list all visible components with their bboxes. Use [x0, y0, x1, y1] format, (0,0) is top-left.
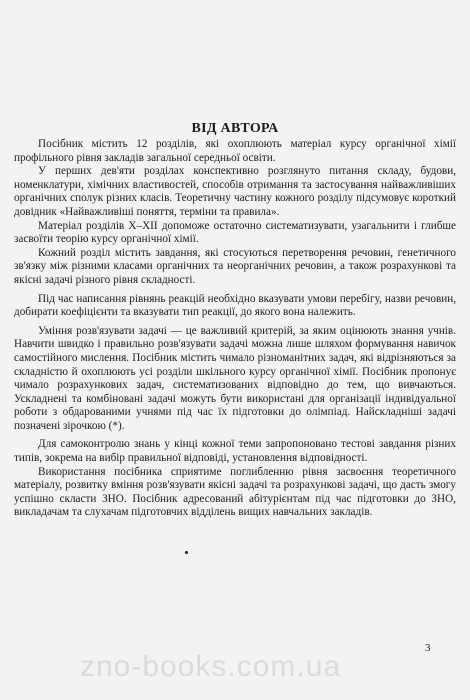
body-text: [14, 138, 456, 520]
paragraph: Для самоконтролю знань у кінці кожної теми запропоновано тестові завдання різних типів, зокрема на вибір правильної відповіді, установлення відповідності.: [14, 438, 456, 465]
paragraph: Посібник містить 12 розділів, які охоплюють матеріал курсу органічної хімії профільного рівня закладів загальної середньої освіти.: [14, 138, 456, 164]
paragraph: Кожний розділ містить завдання, які стосуються перетворення речовин, генетичного зв'язку між різними класами органічних та неорганічних речовин, а також розрахункові та якісні задачі різного рівня складності.: [14, 246, 456, 286]
stray-dot: [185, 551, 188, 554]
paragraph: Під час написання рівнянь реакцій необхідно вказувати умови перебігу, назви речовин, добирати коефіцієнти та вказувати тип реакції, до якого вона належить.: [14, 292, 456, 319]
paragraph: Використання посібника сприятиме поглибленню рівня засвоєння теоретичного матеріалу, розвитку вміння розв'язувати якісні задачі та розрахункові задачі, що дасть змогу успішно скласти ЗНО. Посібник адресований абітурієнтам під час підготовки до ЗНО, викладачам та слухачам підготовчих відділень вищих навчальних закладів.: [14, 465, 456, 519]
page-number: 3: [425, 642, 431, 654]
paragraph: У перших дев'яти розділах конспективно розглянуто питання складу, будови, номенклатури, хімічних властивостей, способів отримання та застосування найважливіших органічних сполук різних класів. Теоретичну частину кожного розділу підсумовує короткий довідник «Найважливіші поняття, терміни та правила».: [14, 165, 456, 218]
paragraph: Уміння розв'язувати задачі — це важливий критерій, за яким оцінюють знання учнів. Навчити швидко і правильно розв'язувати задачі можна лише шляхом формування навичок самостійного мислення. Посібник містить чимало різноманітних задач, які відрізняються за складністю й охоплюють усі розділи шкільного курсу органічної хімії. Посібник пропонує чимало розрахункових задач, систематизованих відповідно до тем, що вивчаються. Ускладнені та комбіновані задачі можуть бути використані для організації індивідуальної роботи з обдарованими учнями під час їх підготовки до олімпіад. Найскладніші задачі позначені зірочкою (*).: [14, 324, 456, 432]
watermark: zno-books.com.ua: [80, 650, 342, 683]
page-heading: ВІД АВТОРА: [191, 121, 279, 136]
paragraph: Матеріал розділів X–XII допоможе остаточно систематизувати, узагальнити і глибше засвоїти теорію курсу органічної хімії.: [14, 219, 456, 246]
